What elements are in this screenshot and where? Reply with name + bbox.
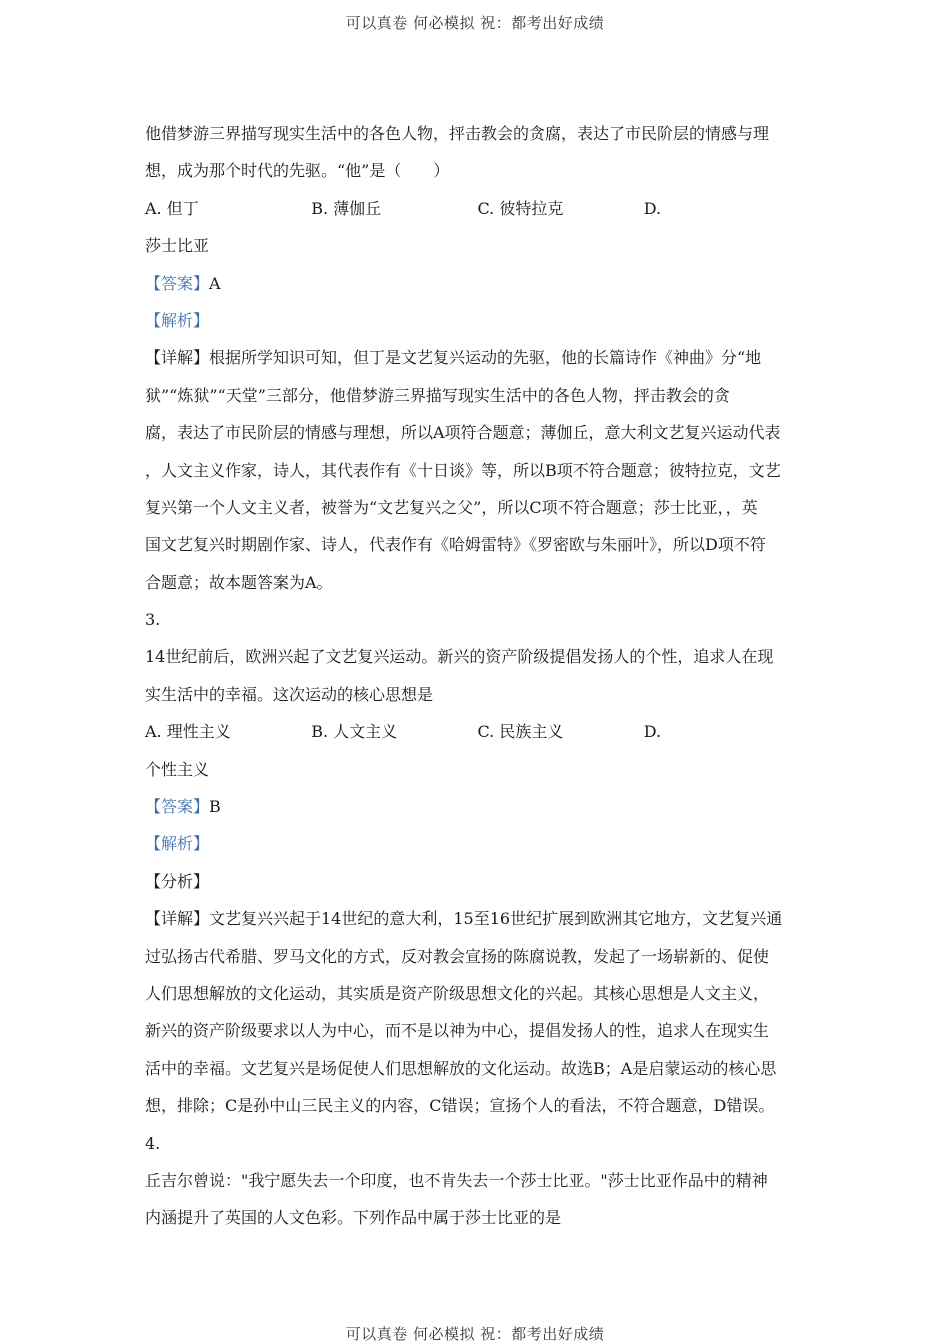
option-c: C. 彼特拉克 [477,198,564,218]
detail-line: 复兴第一个人文主义者，被誉为“文艺复兴之父”，所以C项不符合题意；莎士比亚，，英 [145,497,758,517]
page-header: 可以真卷 何必模拟 祝：都考出好成绩 [345,14,605,32]
question-number: 3. [145,610,161,630]
fenxi-tag: 【分析】 [145,871,210,891]
question-stem: 实生活中的幸福。这次运动的核心思想是 [145,684,434,704]
question-stem: 内涵提升了英国的人文色彩。下列作品中属于莎士比亚的是 [145,1208,562,1228]
option-d-text: 莎士比亚 [145,236,210,256]
question-number: 4. [145,1133,161,1153]
detail-line: 新兴的资产阶级要求以人为中心，而不是以神为中心，提倡发扬人的性，追求人在现实生 [145,1021,770,1041]
option-d-text: 个性主义 [145,759,210,779]
option-c: C. 民族主义 [477,722,564,742]
detail-line: 腐，表达了市民阶层的情感与理想，所以A项符合题意；薄伽丘，意大利文艺复兴运动代表 [145,423,781,443]
analysis-tag: 【解析】 [145,834,210,854]
detail-line: 过弘扬古代希腊、罗马文化的方式，反对教会宣扬的陈腐说教，发起了一场崭新的、促使 [145,946,770,966]
option-row [145,190,810,227]
option-d: D. [643,198,662,218]
option-d: D. [643,722,662,742]
question-stem: 他借梦游三界描写现实生活中的各色人物，抨击教会的贪腐，表达了市民阶层的情感与理 [145,124,770,143]
option-a: A. 但丁 [145,198,199,218]
detail-line: ，人文主义作家，诗人，其代表作有《十日谈》等，所以B项不符合题意；彼特拉克，文艺 [145,460,781,480]
answer-tag: 【答案】 [145,797,210,817]
detail-line: 合题意；故本题答案为A。 [145,572,333,592]
detail-line: 人们思想解放的文化运动，其实质是资产阶级思想文化的兴起。其核心思想是人文主义， [145,983,770,1003]
document-body [145,115,810,1237]
answer-value: A [209,273,221,293]
detail-line: 【详解】文艺复兴兴起于14世纪的意大利，15至16世纪扩展到欧洲其它地方，文艺复兴通 [145,909,783,929]
detail-line: 活中的幸福。文艺复兴是场促使人们思想解放的文化运动。故选B；A是启蒙运动的核心思 [145,1058,777,1078]
detail-line: 狱”“炼狱”“天堂”三部分，他借梦游三界描写现实生活中的各色人物，抨击教会的贪 [145,385,730,405]
answer-line [145,788,810,825]
question-stem: 丘吉尔曾说："我宁愿失去一个印度，也不肯失去一个莎士比亚。"莎士比亚作品中的精神 [145,1170,768,1190]
question-stem: 想，成为那个时代的先驱。“他”是（ ） [145,161,450,181]
answer-line [145,265,810,302]
option-row [145,713,810,750]
detail-line: 国文艺复兴时期剧作家、诗人，代表作有《哈姆雷特》《罗密欧与朱丽叶》，所以D项不符 [145,535,766,555]
answer-value: B [209,797,221,817]
option-a: A. 理性主义 [145,722,231,742]
option-b: B. 人文主义 [311,722,398,742]
analysis-tag: 【解析】 [145,310,210,330]
detail-line: 想，排除；C是孙中山三民主义的内容，C错误；宣扬个人的看法，不符合题意，D错误。 [145,1096,775,1116]
answer-tag: 【答案】 [145,273,210,293]
option-b: B. 薄伽丘 [311,198,382,218]
question-stem: 14世纪前后，欧洲兴起了文艺复兴运动。新兴的资产阶级提倡发扬人的个性，追求人在现 [145,647,774,667]
page-footer: 可以真卷 何必模拟 祝：都考出好成绩 [345,1325,605,1343]
detail-line: 【详解】根据所学知识可知，但丁是文艺复兴运动的先驱，他的长篇诗作《神曲》分“地 [145,348,762,368]
